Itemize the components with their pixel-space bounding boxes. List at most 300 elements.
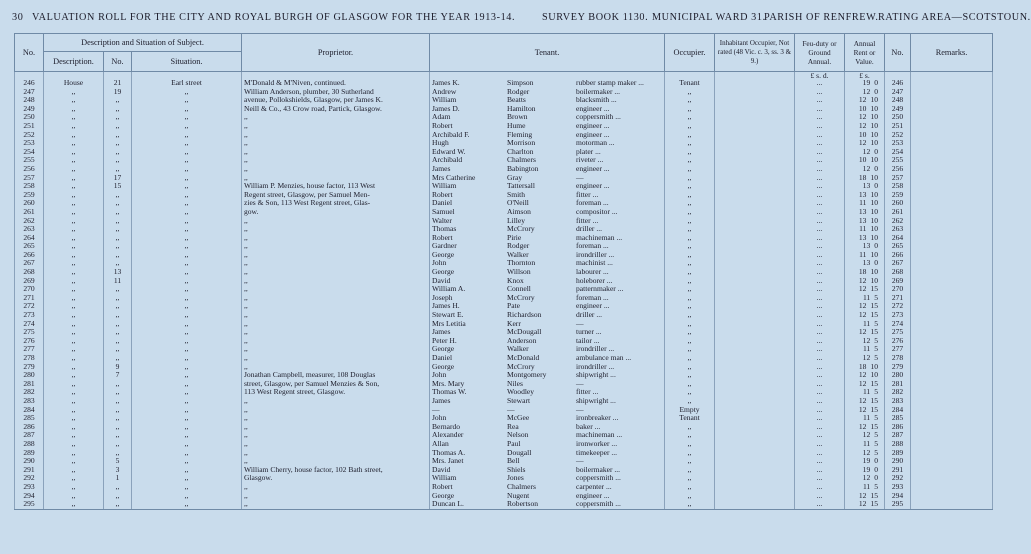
- rent-shillings: 0: [874, 473, 878, 483]
- rent-pounds: 19: [862, 464, 871, 474]
- rent-shillings: 10: [870, 172, 878, 182]
- inhabitant-occupier: [715, 182, 795, 191]
- tenant-surname: McCrory: [507, 292, 535, 302]
- proprietor: ,,: [242, 449, 430, 458]
- rent-shillings: 10: [870, 275, 878, 285]
- proprietor: Neill & Co., 43 Crow road, Partick, Glasgow.: [242, 105, 430, 114]
- tenant: [430, 242, 665, 251]
- occupier: ,,: [665, 466, 715, 475]
- remarks: [911, 311, 993, 320]
- proprietor: Glasgow.: [242, 474, 430, 483]
- tenant-occupation: fitter ...: [576, 387, 599, 397]
- tenant-first-name: —: [432, 404, 440, 414]
- entry-no-right: 258: [885, 182, 911, 191]
- remarks: [911, 354, 993, 363]
- occupier: ,,: [665, 174, 715, 183]
- feu-duty: ...: [795, 311, 845, 320]
- tenant-surname: Robertson: [507, 499, 539, 509]
- inhabitant-occupier: [715, 113, 795, 122]
- entry-no: 248: [15, 96, 44, 105]
- remarks: [911, 182, 993, 191]
- inhabitant-occupier: [715, 492, 795, 501]
- col-header-description-group: Description and Situation of Subject.: [44, 34, 242, 52]
- inhabitant-occupier: [715, 371, 795, 380]
- table-row: [15, 105, 993, 114]
- tenant-occupation: machinist ...: [576, 258, 613, 268]
- remarks: [911, 483, 993, 492]
- entry-no-right: 255: [885, 156, 911, 165]
- table-row: [15, 474, 993, 483]
- rent-pounds: 11: [862, 292, 871, 302]
- remarks: [911, 363, 993, 372]
- feu-duty: ...: [795, 131, 845, 140]
- tenant-first-name: John: [432, 258, 447, 268]
- tenant-surname: Bell: [507, 456, 520, 466]
- house-no: ,,: [104, 199, 132, 208]
- rent-pounds: 11: [862, 481, 871, 491]
- inhabitant-occupier: [715, 96, 795, 105]
- rent-shillings: 10: [870, 155, 878, 165]
- table-row: [15, 131, 993, 140]
- house-no: ,,: [104, 414, 132, 423]
- occupier: ,,: [665, 474, 715, 483]
- rent-shillings: 15: [870, 284, 878, 294]
- table-row: [15, 285, 993, 294]
- occupier: ,,: [665, 380, 715, 389]
- situation: ,,: [132, 191, 242, 200]
- table-row: [15, 440, 993, 449]
- col-header-inhabitant-occupier: Inhabitant Occupier, Not rated (48 Vic. c. 3, ss. 3 & 9.): [715, 34, 795, 72]
- inhabitant-occupier: [715, 345, 795, 354]
- inhabitant-occupier: [715, 217, 795, 226]
- rent-shillings: 5: [874, 447, 878, 457]
- rent-shillings: 15: [870, 395, 878, 405]
- tenant: [430, 431, 665, 440]
- remarks: [911, 208, 993, 217]
- rent-pounds: 12: [858, 138, 867, 148]
- feu-duty: ...: [795, 277, 845, 286]
- house-no: ,,: [104, 449, 132, 458]
- feu-duty: ...: [795, 217, 845, 226]
- proprietor: ,,: [242, 483, 430, 492]
- feu-duty: ...: [795, 191, 845, 200]
- tenant: [430, 285, 665, 294]
- entry-no-right: 271: [885, 294, 911, 303]
- tenant-occupation: —: [576, 318, 584, 328]
- valuation-table: [14, 33, 993, 510]
- situation: ,,: [132, 96, 242, 105]
- tenant: [430, 259, 665, 268]
- proprietor: Regent street, Glasgow, per Samuel Men-: [242, 191, 430, 200]
- col-header-proprietor: Proprietor.: [242, 34, 430, 72]
- table-row: [15, 251, 993, 260]
- occupier: ,,: [665, 242, 715, 251]
- tenant: [430, 217, 665, 226]
- rent-pounds: 12: [858, 310, 867, 320]
- remarks: [911, 225, 993, 234]
- entry-no-right: 246: [885, 79, 911, 88]
- situation: Earl street: [132, 79, 242, 88]
- house-no: ,,: [104, 225, 132, 234]
- feu-duty: ...: [795, 302, 845, 311]
- inhabitant-occupier: [715, 79, 795, 88]
- description: ,,: [44, 113, 104, 122]
- table-row: [15, 199, 993, 208]
- tenant-first-name: David: [432, 464, 451, 474]
- rent-pounds: 12: [862, 163, 871, 173]
- entry-no: 246: [15, 79, 44, 88]
- rent-pounds: 10: [858, 129, 867, 139]
- situation: ,,: [132, 174, 242, 183]
- house-no: ,,: [104, 440, 132, 449]
- inhabitant-occupier: [715, 294, 795, 303]
- feu-duty: ...: [795, 79, 845, 88]
- tenant-first-name: Bernardo: [432, 421, 461, 431]
- rent-shillings: 10: [870, 224, 878, 234]
- rent-pounds: 12: [858, 275, 867, 285]
- entry-no: 247: [15, 88, 44, 97]
- occupier: ,,: [665, 148, 715, 157]
- remarks: [911, 191, 993, 200]
- tenant-surname: Shiels: [507, 464, 526, 474]
- table-row: [15, 345, 993, 354]
- situation: ,,: [132, 242, 242, 251]
- rent-pounds: 11: [862, 438, 871, 448]
- tenant-first-name: William: [432, 473, 457, 483]
- table-row: [15, 328, 993, 337]
- tenant: [430, 320, 665, 329]
- tenant-first-name: Robert: [432, 189, 453, 199]
- tenant-surname: Thornton: [507, 258, 536, 268]
- tenant-occupation: coppersmith ...: [576, 499, 621, 509]
- tenant-surname: Stewart: [507, 395, 531, 405]
- inhabitant-occupier: [715, 363, 795, 372]
- occupier: ,,: [665, 440, 715, 449]
- entry-no-right: 249: [885, 105, 911, 114]
- tenant: [430, 457, 665, 466]
- situation: ,,: [132, 457, 242, 466]
- proprietor: ,,: [242, 277, 430, 286]
- feu-duty: ...: [795, 414, 845, 423]
- entry-no: 289: [15, 449, 44, 458]
- rent-shillings: 5: [874, 335, 878, 345]
- remarks: [911, 492, 993, 501]
- tenant-surname: Pirie: [507, 232, 522, 242]
- tenant-surname: Richardson: [507, 310, 542, 320]
- house-no: ,,: [104, 96, 132, 105]
- house-no: ,,: [104, 122, 132, 131]
- entry-no: 250: [15, 113, 44, 122]
- occupier: ,,: [665, 277, 715, 286]
- rent-shillings: 15: [870, 310, 878, 320]
- occupier: ,,: [665, 388, 715, 397]
- annual-rent: [845, 500, 885, 509]
- situation: ,,: [132, 139, 242, 148]
- entry-no-right: 250: [885, 113, 911, 122]
- rent-shillings: 5: [874, 430, 878, 440]
- entry-no: 281: [15, 380, 44, 389]
- entry-no: 269: [15, 277, 44, 286]
- description: ,,: [44, 440, 104, 449]
- proprietor: ,,: [242, 139, 430, 148]
- house-no: ,,: [104, 320, 132, 329]
- page-header: [12, 12, 1031, 26]
- entry-no-right: 272: [885, 302, 911, 311]
- rent-shillings: 0: [874, 464, 878, 474]
- tenant-first-name: George: [432, 267, 455, 277]
- description: ,,: [44, 242, 104, 251]
- tenant-surname: Tattersall: [507, 181, 535, 191]
- col-header-house-no: No.: [104, 52, 132, 72]
- situation: ,,: [132, 285, 242, 294]
- rating-area: RATING AREA—SCOTSTOUN.: [878, 12, 1031, 23]
- rent-shillings: 5: [874, 387, 878, 397]
- house-no: ,,: [104, 131, 132, 140]
- house-no: ,,: [104, 388, 132, 397]
- rent-pounds: 11: [862, 344, 871, 354]
- description: ,,: [44, 259, 104, 268]
- tenant: [430, 449, 665, 458]
- feu-duty: ...: [795, 328, 845, 337]
- tenant-surname: Niles: [507, 378, 523, 388]
- situation: ,,: [132, 337, 242, 346]
- remarks: [911, 328, 993, 337]
- situation: ,,: [132, 208, 242, 217]
- proprietor: ,,: [242, 431, 430, 440]
- tenant: [430, 414, 665, 423]
- table-row: [15, 242, 993, 251]
- entry-no: 285: [15, 414, 44, 423]
- table-row: [15, 500, 993, 509]
- entry-no-right: 283: [885, 397, 911, 406]
- occupier: ,,: [665, 483, 715, 492]
- occupier: ,,: [665, 397, 715, 406]
- entry-no-right: 262: [885, 217, 911, 226]
- situation: ,,: [132, 492, 242, 501]
- entry-no: 290: [15, 457, 44, 466]
- tenant-first-name: Hugh: [432, 138, 449, 148]
- proprietor: ,,: [242, 500, 430, 509]
- entry-no-right: 285: [885, 414, 911, 423]
- feu-duty: ...: [795, 423, 845, 432]
- tenant: [430, 337, 665, 346]
- house-no: 15: [104, 182, 132, 191]
- house-no: 11: [104, 277, 132, 286]
- house-no: ,,: [104, 113, 132, 122]
- tenant-surname: Fleming: [507, 129, 533, 139]
- table-row: [15, 492, 993, 501]
- tenant-surname: Montgomery: [507, 370, 547, 380]
- entry-no-right: 294: [885, 492, 911, 501]
- description: ,,: [44, 131, 104, 140]
- tenant-first-name: Archibald: [432, 155, 463, 165]
- entry-no-right: 276: [885, 337, 911, 346]
- table-row: [15, 88, 993, 97]
- feu-duty: ...: [795, 251, 845, 260]
- description: ,,: [44, 380, 104, 389]
- proprietor: ,,: [242, 337, 430, 346]
- description: ,,: [44, 337, 104, 346]
- table-row: [15, 363, 993, 372]
- house-no: 9: [104, 363, 132, 372]
- col-header-feu-duty: Feu-duty or Ground Annual.: [795, 34, 845, 72]
- tenant-occupation: engineer ...: [576, 103, 610, 113]
- table-row: [15, 122, 993, 131]
- remarks: [911, 139, 993, 148]
- house-no: ,,: [104, 406, 132, 415]
- proprietor: ,,: [242, 328, 430, 337]
- house-no: ,,: [104, 337, 132, 346]
- entry-no-right: 281: [885, 380, 911, 389]
- tenant-first-name: James: [432, 395, 451, 405]
- situation: ,,: [132, 131, 242, 140]
- feu-duty: ...: [795, 440, 845, 449]
- house-no: ,,: [104, 397, 132, 406]
- remarks: [911, 131, 993, 140]
- description: ,,: [44, 191, 104, 200]
- occupier: ,,: [665, 165, 715, 174]
- entry-no-right: 277: [885, 345, 911, 354]
- house-no: 5: [104, 457, 132, 466]
- tenant-surname: Hamilton: [507, 103, 536, 113]
- tenant-first-name: Robert: [432, 481, 453, 491]
- tenant-surname: Anderson: [507, 335, 537, 345]
- entry-no: 293: [15, 483, 44, 492]
- tenant-surname: Connell: [507, 284, 531, 294]
- feu-duty: ...: [795, 156, 845, 165]
- tenant-occupation: boilermaker ...: [576, 86, 621, 96]
- page-number: 30: [12, 12, 24, 23]
- proprietor: William P. Menzies, house factor, 113 West: [242, 182, 430, 191]
- tenant-surname: Chalmers: [507, 155, 536, 165]
- situation: ,,: [132, 88, 242, 97]
- tenant-surname: Rea: [507, 421, 519, 431]
- proprietor: ,,: [242, 406, 430, 415]
- situation: ,,: [132, 466, 242, 475]
- rent-pounds: 11: [859, 198, 867, 208]
- inhabitant-occupier: [715, 431, 795, 440]
- currency-row: [15, 72, 993, 80]
- description: ,,: [44, 139, 104, 148]
- feu-duty: ...: [795, 88, 845, 97]
- description: ,,: [44, 388, 104, 397]
- rent-shillings: 10: [870, 138, 878, 148]
- entry-no: 271: [15, 294, 44, 303]
- entry-no: 278: [15, 354, 44, 363]
- remarks: [911, 474, 993, 483]
- tenant: [430, 174, 665, 183]
- table-row: [15, 268, 993, 277]
- tenant-occupation: irondriller ...: [576, 361, 615, 371]
- tenant-first-name: James D.: [432, 103, 460, 113]
- table-row: [15, 217, 993, 226]
- tenant-occupation: ambulance man ...: [576, 353, 632, 362]
- entry-no-right: 287: [885, 431, 911, 440]
- rent-pounds: 12: [858, 284, 867, 294]
- tenant-occupation: boilermaker ...: [576, 464, 621, 474]
- col-header-annual-rent: Annual Rent or Value.: [845, 34, 885, 72]
- entry-no: 254: [15, 148, 44, 157]
- tenant-occupation: baker ...: [576, 421, 601, 431]
- tenant-first-name: James: [432, 327, 451, 337]
- description: ,,: [44, 277, 104, 286]
- house-no: 7: [104, 371, 132, 380]
- occupier: ,,: [665, 122, 715, 131]
- proprietor: William Anderson, plumber, 30 Sutherland: [242, 88, 430, 97]
- tenant: [430, 199, 665, 208]
- proprietor: ,,: [242, 363, 430, 372]
- house-no: ,,: [104, 423, 132, 432]
- description: ,,: [44, 363, 104, 372]
- tenant: [430, 156, 665, 165]
- table-row: [15, 96, 993, 105]
- tenant: [430, 268, 665, 277]
- entry-no-right: 259: [885, 191, 911, 200]
- tenant: [430, 96, 665, 105]
- rent-shillings: 10: [870, 103, 878, 113]
- tenant-occupation: timekeeper ...: [576, 447, 618, 457]
- tenant-occupation: —: [576, 456, 584, 466]
- remarks: [911, 242, 993, 251]
- rent-pounds: 11: [862, 413, 871, 423]
- inhabitant-occupier: [715, 380, 795, 389]
- rent-shillings: 10: [870, 361, 878, 371]
- occupier: ,,: [665, 294, 715, 303]
- tenant-first-name: Joseph: [432, 292, 453, 302]
- house-no: ,,: [104, 380, 132, 389]
- tenant-first-name: Mrs Letitia: [432, 318, 466, 328]
- rent-pounds: 12: [858, 395, 867, 405]
- rent-pounds: 12: [858, 327, 867, 337]
- house-no: 21: [104, 79, 132, 88]
- entry-no-right: 247: [885, 88, 911, 97]
- tenant-occupation: —: [576, 172, 584, 182]
- occupier: ,,: [665, 259, 715, 268]
- tenant-first-name: William A.: [432, 284, 466, 294]
- tenant-first-name: David: [432, 275, 451, 285]
- rent-shillings: 10: [870, 112, 878, 122]
- rent-pounds: 12: [858, 378, 867, 388]
- situation: ,,: [132, 259, 242, 268]
- proprietor: ,,: [242, 311, 430, 320]
- description: ,,: [44, 492, 104, 501]
- tenant: [430, 466, 665, 475]
- feu-duty: ...: [795, 354, 845, 363]
- house-no: ,,: [104, 208, 132, 217]
- rent-pounds: 13: [858, 189, 867, 199]
- remarks: [911, 251, 993, 260]
- feu-duty: ...: [795, 96, 845, 105]
- entry-no-right: 274: [885, 320, 911, 329]
- inhabitant-occupier: [715, 449, 795, 458]
- tenant-first-name: Walter: [432, 215, 452, 225]
- tenant-occupation: labourer ...: [576, 267, 609, 277]
- occupier: ,,: [665, 457, 715, 466]
- house-no: 1: [104, 474, 132, 483]
- proprietor: ,,: [242, 113, 430, 122]
- rent-pounds: 10: [858, 155, 867, 165]
- tenant-surname: Babington: [507, 163, 539, 173]
- entry-no: 261: [15, 208, 44, 217]
- inhabitant-occupier: [715, 242, 795, 251]
- tenant-surname: —: [507, 404, 515, 414]
- tenant-first-name: Gardner: [432, 241, 457, 251]
- rent-pounds: 11: [862, 387, 871, 397]
- entry-no-right: 280: [885, 371, 911, 380]
- description: ,,: [44, 294, 104, 303]
- tenant: [430, 397, 665, 406]
- rent-pounds: 12: [858, 112, 867, 122]
